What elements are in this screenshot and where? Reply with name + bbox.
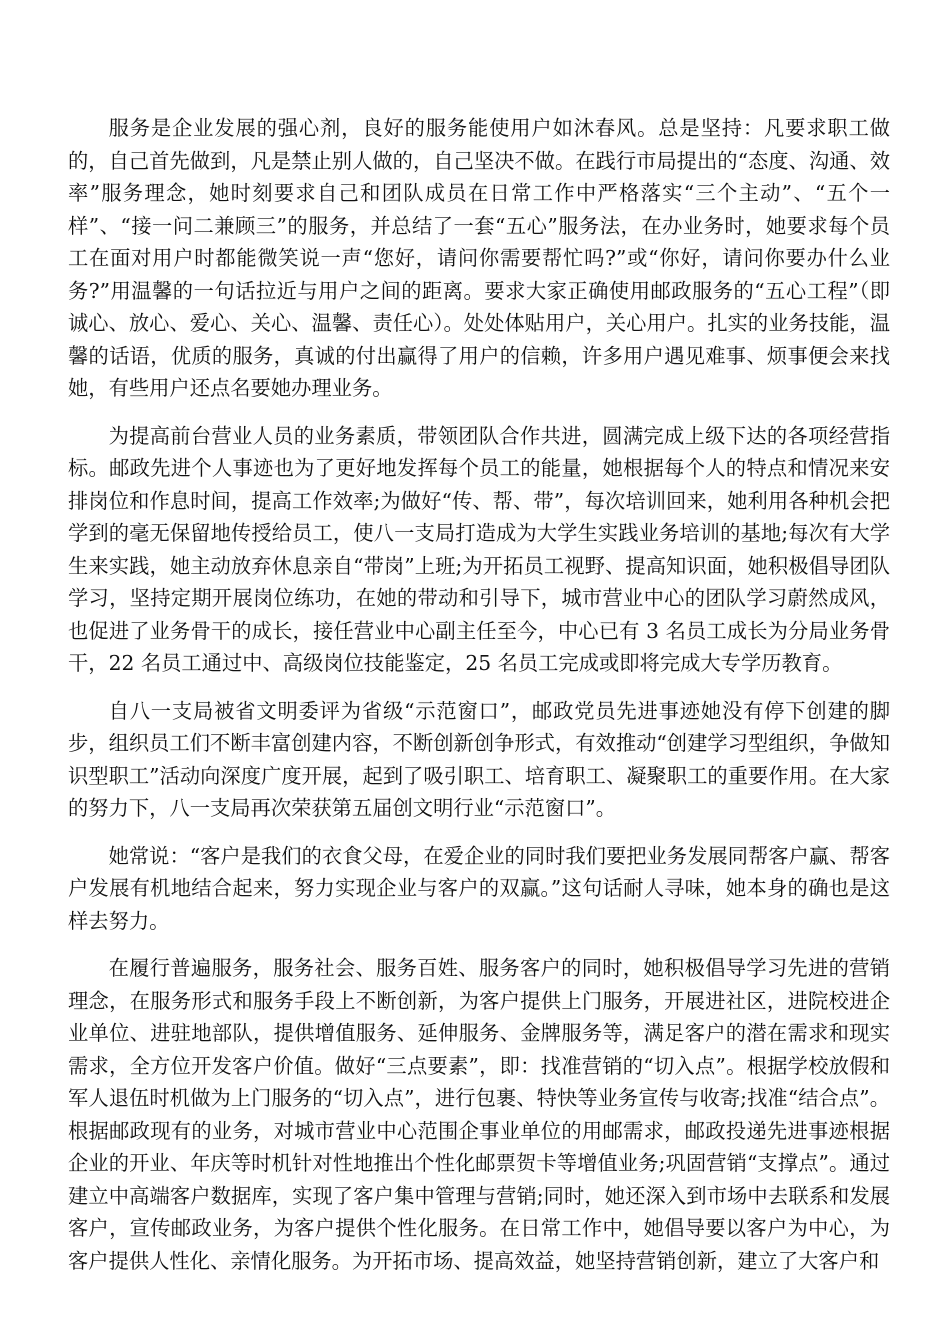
paragraph-marketing-innovation: 在履行普遍服务，服务社会、服务百姓、服务客户的同时，她积极倡导学习先进的营销理念，在服务形式和服务手段上不断创新，为客户提供上门服务，开展进社区，进院校进企业单位、进驻地部队，提供增值服务、延伸服务、金牌服务等，满足客户的潜在需求和现实需求，全方位开发客户价值。做好“三点要素”，即：找准营销的“切入点”。根据学校放假和军人退伍时机做为上门服务的“切入点”，进行包裹、特快等业务宣传与收寄;找准“结合点”。根据邮政现有的业务，对城市营业中心范围企事业单位的用邮需求，邮政投递先进事迹根据企业的开业、年庆等时机针对性地推出个性化邮票贺卡等增值业务;巩固营销“支撑点”。通过建立中高端客户数据库，实现了客户集中管理与营销;同时，她还深入到市场中去联系和发展客户，宣传邮政业务，为客户提供个性化服务。在日常工作中，她倡导要以客户为中心，为客户提供人性化、亲情化服务。为开拓市场、提高效益，她坚持营销创新，建立了大客户和	[68, 956, 890, 1273]
paragraph-team-training: 为提高前台营业人员的业务素质，带领团队合作共进，圆满完成上级下达的各项经营指标。邮政先进个人事迹也为了更好地发挥每个员工的能量，她根据每个人的特点和情况来安排岗位和作息时间，提高工作效率;为做好“传、帮、带”，每次培训回来，她利用各种机会把学到的毫无保留地传授给员工，使八一支局打造成为大学生实践业务培训的基地;每次有大学生来实践，她主动放弃休息亲自“带岗”上班;为开拓员工视野、提高知识面，她积极倡导团队学习，坚持定期开展岗位练功，在她的带动和引导下，城市营业中心的团队学习蔚然成风，也促进了业务骨干的成长，接任营业中心副主任至今，中心已有 3 名员工成长为分局业务骨干，22 名员工通过中、高级岗位技能鉴定，25 名员工完成或即将完成大专学历教育。	[68, 423, 890, 675]
paragraph-service-philosophy: 服务是企业发展的强心剂，良好的服务能使用户如沐春风。总是坚持：凡要求职工做的，自己首先做到，凡是禁止别人做的，自己坚决不做。在践行市局提出的“态度、沟通、效率”服务理念，她时刻要求自己和团队成员在日常工作中严格落实“三个主动”、“五个一样”、“接一问二兼顾三”的服务，并总结了一套“五心”服务法，在办业务时，她要求每个员工在面对用户时都能微笑说一声“您好，请问你需要帮忙吗?”或“你好，请问你要办什么业务?”用温馨的一句话拉近与用户之间的距离。要求大家正确使用邮政服务的“五心工程”（即诚心、放心、爱心、关心、温馨、责任心）。处处体贴用户，关心用户。扎实的业务技能，温馨的话语，优质的服务，真诚的付出赢得了用户的信赖，许多用户遇见难事、烦事便会来找她，有些用户还点名要她办理业务。	[68, 116, 890, 400]
paragraph-model-window: 自八一支局被省文明委评为省级“示范窗口”，邮政党员先进事迹她没有停下创建的脚步，组织员工们不断丰富创建内容，不断创新创争形式，有效推动“创建学习型组织，争做知识型职工”活动向深度广度开展，起到了吸引职工、培育职工、凝聚职工的重要作用。在大家的努力下，八一支局再次荣获第五届创文明行业“示范窗口”。	[68, 698, 890, 820]
document-body	[68, 112, 890, 1292]
paragraph-customer-quote: 她常说：“客户是我们的衣食父母，在爱企业的同时我们要把业务发展同帮客户赢、帮客户发展有机地结合起来，努力实现企业与客户的双赢。”这句话耐人寻味，她本身的确也是这样去努力。	[68, 843, 890, 933]
